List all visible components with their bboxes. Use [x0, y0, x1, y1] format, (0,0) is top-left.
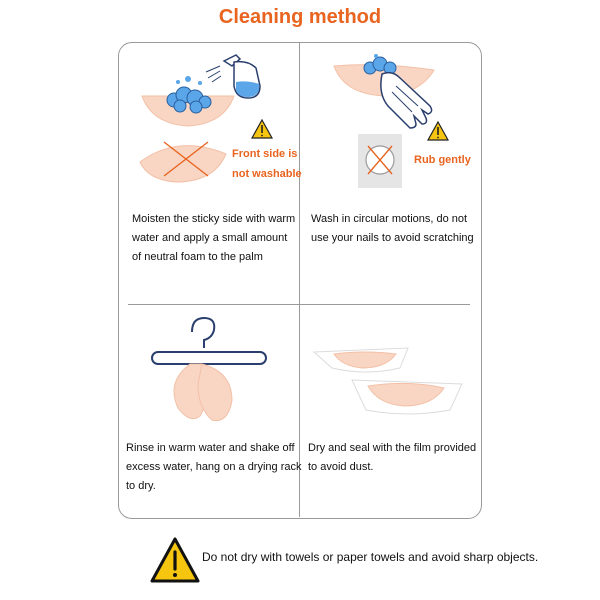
text-line: Dry and seal with the film provided: [308, 442, 477, 454]
warning-line: Front side is: [232, 148, 298, 160]
step-1-text: [132, 210, 295, 267]
step-3-text: [126, 439, 301, 496]
text-line: use your nails to avoid scratching: [311, 232, 474, 244]
warning-triangle-icon: [150, 537, 200, 583]
text-line: to avoid dust.: [308, 461, 374, 473]
text-line: Rinse in warm water and shake off: [126, 442, 295, 454]
text-line: water and apply a small amount: [132, 232, 288, 244]
divider-horizontal: [128, 304, 470, 305]
warning-line: not washable: [232, 168, 302, 180]
step-3-illustration: [140, 312, 280, 436]
warning-line: Rub gently: [414, 154, 471, 166]
text-line: excess water, hang on a drying rack: [126, 461, 302, 473]
hanger-icon: [152, 318, 266, 364]
text-line: to dry.: [126, 480, 156, 492]
warning-triangle-icon: [252, 120, 272, 138]
spray-bottle-icon: [206, 55, 260, 98]
step-4-text: [308, 439, 476, 477]
step-4-illustration: [312, 340, 472, 420]
warning-label-step-2: [414, 150, 471, 170]
bottom-warning-text: Do not dry with towels or paper towels and avoid sharp objects.: [202, 550, 539, 564]
page-title: Cleaning method: [218, 6, 382, 28]
warning-label-step-1: [232, 144, 302, 184]
text-line: Wash in circular motions, do not: [311, 213, 468, 225]
text-line: of neutral foam to the palm: [132, 251, 263, 263]
warning-triangle-icon: [428, 122, 448, 140]
text-line: Moisten the sticky side with warm: [132, 213, 296, 225]
foam-bubbles-icon: [364, 54, 396, 74]
step-2-text: [311, 210, 474, 248]
